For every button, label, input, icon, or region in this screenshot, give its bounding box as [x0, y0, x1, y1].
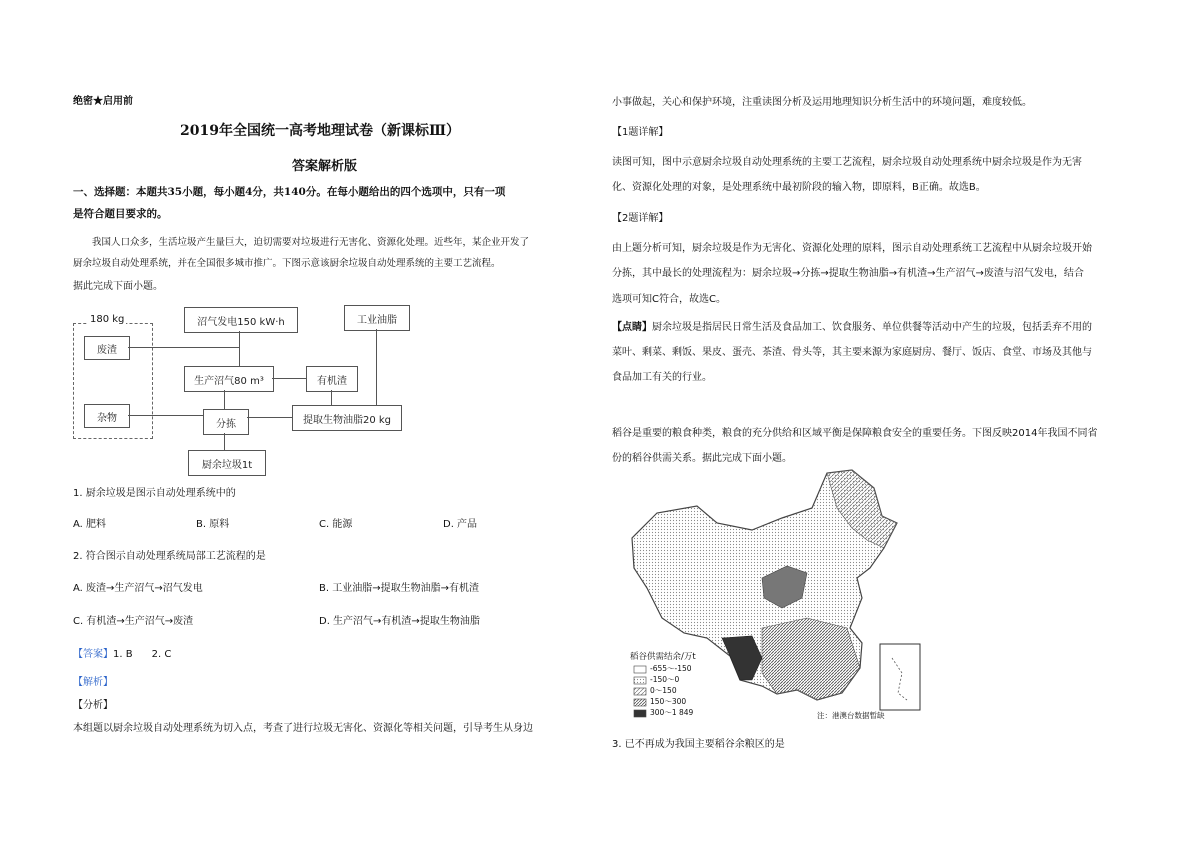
section-heading: 一、选择题：本题共35小题，每小题4分，共140分。在每小题给出的四个选项中，只有一项	[73, 186, 506, 198]
q1-detail-text-2: 化、资源化处理的对象，是处理系统中最初阶段的输入物，即原料，B正确。故选B。	[612, 182, 986, 193]
q2-detail-text-2: 分拣，其中最长的处理流程为：厨余垃圾→分拣→提取生物油脂→有机渣→生产沼气→废渣与沼气发电，结合	[612, 268, 1084, 279]
tip-text-2: 菜叶、剩菜、剩饭、果皮、蛋壳、茶渣、骨头等，其主要来源为家庭厨房、餐厅、饭店、食堂、市场及其他与	[612, 347, 1092, 358]
q2-stem: 2. 符合图示自动处理系统局部工艺流程的是	[73, 551, 266, 562]
answer-line	[73, 648, 171, 662]
extract-oil-box: 提取生物油脂20 kg	[292, 405, 402, 431]
analysis-text: 本组题以厨余垃圾自动处理系统为切入点，考查了进行垃圾无害化、资源化等相关问题，引导考生从身边	[73, 723, 533, 734]
q1-detail-text: 读图可知，图中示意厨余垃圾自动处理系统的主要工艺流程，厨余垃圾自动处理系统中厨余垃圾是作为无害	[612, 157, 1082, 168]
connector	[128, 347, 239, 348]
q2-option-d: D. 生产沼气→有机渣→提取生物油脂	[319, 616, 480, 627]
q1-option-b: B. 原料	[196, 519, 230, 530]
biogas-production-box: 生产沼气80 m³	[184, 366, 274, 392]
south-sea-inset	[880, 644, 920, 710]
intro-text-2: 厨余垃圾自动处理系统，并在全国很多城市推广。下图示意该厨余垃圾自动处理系统的主要工艺流程。	[73, 258, 501, 269]
tip-text: 厨余垃圾是指居民日常生活及食品加工、饮食服务、单位供餐等活动中产生的垃圾，包括丢弃不用的	[652, 322, 1092, 333]
mass-label: 180 kg	[90, 314, 125, 325]
sorting-box: 分拣	[203, 409, 249, 435]
legend-title: 稻谷供需结余/万t	[630, 652, 696, 662]
page-title: 2019年全国统一高考地理试卷（新课标Ⅲ）	[180, 123, 461, 139]
southern-region	[762, 618, 860, 700]
legend-swatch-2	[634, 677, 646, 684]
sundries-box: 杂物	[84, 404, 130, 428]
connector	[247, 417, 292, 418]
section-heading-2: 是符合题目要求的。	[73, 208, 168, 220]
q2-detail-label: 【2题详解】	[612, 213, 669, 224]
organic-residue-box: 有机渣	[306, 366, 358, 392]
q2-option-a: A. 废渣→生产沼气→沼气发电	[73, 583, 203, 594]
tip-label: 【点睛】	[612, 322, 652, 333]
industrial-oil-box: 工业油脂	[344, 305, 410, 331]
legend-swatch-5	[634, 710, 646, 717]
page-subtitle: 答案解析版	[292, 159, 358, 174]
connector	[224, 390, 225, 409]
analysis-label: 【解析】	[73, 677, 113, 688]
legend-item-4: 150～300	[650, 697, 687, 706]
tip-text-3: 食品加工有关的行业。	[612, 372, 712, 383]
q1-option-a: A. 肥料	[73, 519, 107, 530]
legend-item-5: 300～1 849	[650, 708, 694, 717]
q1-stem: 1. 厨余垃圾是图示自动处理系统中的	[73, 488, 236, 499]
q1-detail-label: 【1题详解】	[612, 127, 669, 138]
intro-text: 我国人口众多，生活垃圾产生量巨大，迫切需要对垃圾进行无害化、资源化处理。近些年，某企业开发了	[92, 237, 530, 248]
legend-item-2: -150～0	[650, 675, 680, 684]
connector	[224, 433, 225, 450]
answer-text: 1. B 2. C	[113, 649, 172, 660]
q2-option-c: C. 有机渣→生产沼气→废渣	[73, 616, 194, 627]
legend-swatch-4	[634, 699, 646, 706]
tip-line	[612, 321, 1092, 335]
waste-residue-box: 废渣	[84, 336, 130, 360]
right-text: 小事做起，关心和保护环境，注重读图分析及运用地理知识分析生活中的环境问题，难度较低。	[612, 97, 1032, 108]
q1-option-c: C. 能源	[319, 519, 353, 530]
answer-label: 【答案】	[73, 649, 113, 660]
rice-intro-2: 份的稻谷供需关系。据此完成下面小题。	[612, 453, 792, 464]
legend-item-3: 0～150	[650, 686, 677, 695]
china-rice-map	[612, 468, 932, 730]
connector	[239, 331, 240, 366]
secret-label: 绝密★启用前	[73, 96, 133, 107]
connector	[331, 390, 332, 405]
legend-swatch-3	[634, 688, 646, 695]
q3-stem: 3. 已不再成为我国主要稻谷余粮区的是	[612, 739, 785, 750]
q2-detail-text-3: 选项可知C符合，故选C。	[612, 294, 726, 305]
q2-detail-text: 由上题分析可知，厨余垃圾是作为无害化、资源化处理的原料，图示自动处理系统工艺流程中从厨余垃圾开始	[612, 243, 1092, 254]
connector	[272, 378, 306, 379]
q1-option-d: D. 产品	[443, 519, 478, 530]
legend-swatch-1	[634, 666, 646, 673]
intro-text-3: 据此完成下面小题。	[73, 281, 163, 292]
analysis-sub-label: 【分析】	[73, 700, 113, 711]
biogas-power-box: 沼气发电150 kW·h	[184, 307, 298, 333]
connector	[128, 415, 203, 416]
map-note: 注：港澳台数据暂缺	[817, 711, 885, 720]
legend-item-1: -655～-150	[650, 664, 692, 673]
kitchen-waste-box: 厨余垃圾1t	[188, 450, 266, 476]
q2-option-b: B. 工业油脂→提取生物油脂→有机渣	[319, 583, 479, 594]
rice-intro: 稻谷是重要的粮食种类，粮食的充分供给和区域平衡是保障粮食安全的重要任务。下图反映2014年我国不同省	[612, 428, 1098, 439]
connector	[376, 329, 377, 405]
